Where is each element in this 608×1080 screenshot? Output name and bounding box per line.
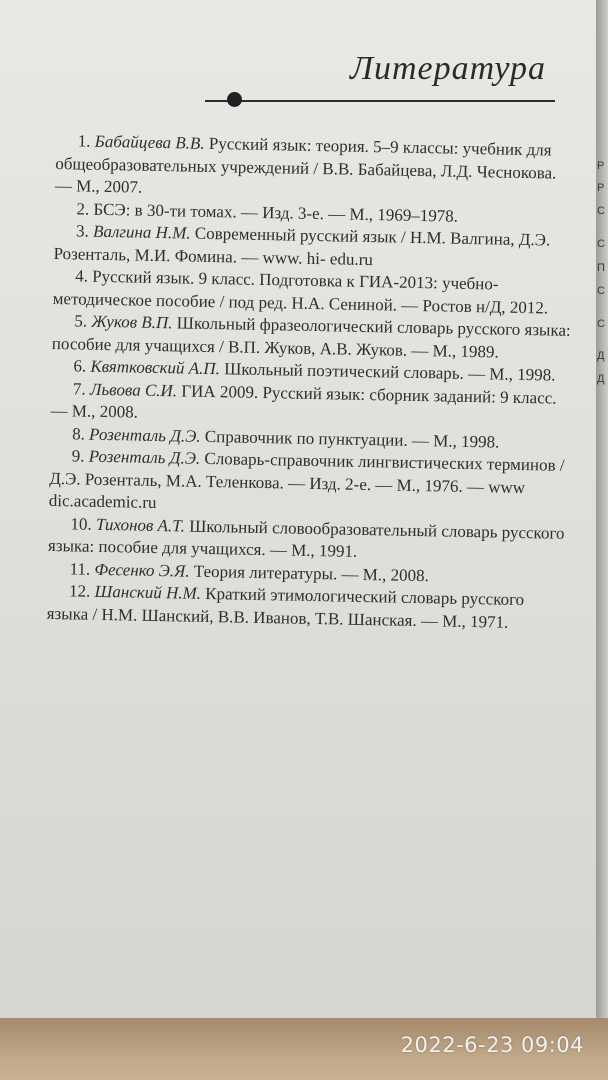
entry-author: Тихонов А.Т.	[95, 514, 186, 536]
adjacent-page-letter: Д	[597, 373, 605, 385]
entry-text: Школьный фразеологический словарь русского языка: пособие для учащихся / В.П. Жуков, А.В. Жуков. — М., 1989.	[51, 313, 571, 362]
adjacent-page-edge	[596, 0, 608, 1030]
bibliography-entry: 4. Русский язык. 9 класс. Подготовка к ГИА-2013: учебно-методическое пособие / под ред. Н.А. Сениной. — Ростов н/Д, 2012.	[52, 266, 549, 317]
entry-author: Фесенко Э.Я.	[94, 559, 190, 581]
adjacent-page-letter: С	[597, 238, 605, 250]
bibliography-list	[46, 130, 575, 635]
heading-rule	[205, 100, 555, 102]
bibliography-entry: 8. Розенталь Д.Э. Справочник по пунктуации. — М., 1998.	[71, 423, 500, 452]
adjacent-page-letter: Р	[597, 160, 605, 172]
entry-text: Краткий этимологический словарь русского языка / Н.М. Шанский, В.В. Иванов, Т.В. Шанская. — М., 1971.	[46, 583, 525, 632]
adjacent-page-letter: Д	[597, 350, 605, 362]
bibliography-entry: 1. Бабайцева В.В. Русский язык: теория. 5–9 классы: учебник для общеобразовательных учреждений / В.В. Бабайцева, Л.Д. Чеснокова. — М., 2007.	[54, 131, 557, 197]
bibliography-entry: 12. Шанский Н.М. Краткий этимологический словарь русского языка / Н.М. Шанский, В.В. Иванов, Т.В. Шанская. — М., 1971.	[46, 581, 525, 632]
bibliography-entry: 9. Розенталь Д.Э. Словарь-справочник лингвистических терминов / Д.Э. Розенталь, М.А. Теленкова. — Изд. 2-е. — М., 1976. — www dic.academic.ru	[48, 446, 565, 512]
entry-text: Школьный поэтический словарь. — М., 1998.	[224, 359, 556, 385]
entry-text: Современный русский язык / Н.М. Валгина, Д.Э. Розенталь, М.И. Фомина. — www. hi- edu.ru	[53, 223, 551, 269]
bibliography-entry: 10. Тихонов А.Т. Школьный словообразовательный словарь русского языка: пособие для учащихся. — М., 1991.	[47, 513, 565, 561]
entry-text: ГИА 2009. Русский язык: сборник заданий: 9 класс. — М., 2008.	[50, 380, 557, 422]
adjacent-page-letter: Р	[597, 182, 605, 194]
entry-text: БСЭ: в 30-ти томах. — Изд. 3-е. — М., 1969–1978.	[93, 199, 459, 226]
bibliography-entry: 5. Жуков В.П. Школьный фразеологический словарь русского языка: пособие для учащихся / В.П. Жуков, А.В. Жуков. — М., 1989.	[51, 311, 571, 362]
bibliography-entry: 6. Квятковский А.П. Школьный поэтический словарь. — М., 1998.	[73, 356, 556, 385]
adjacent-page-letter: С	[597, 318, 605, 330]
entry-text: Школьный словообразовательный словарь русского языка: пособие для учащихся. — М., 1991.	[47, 516, 565, 561]
entry-author: Шанский Н.М.	[94, 581, 202, 603]
bibliography-entry: 11. Фесенко Э.Я. Теория литературы. — М., 2008.	[69, 558, 430, 585]
entry-author: Валгина Н.М.	[92, 221, 191, 243]
photo-timestamp: 2022-6-23 09:04	[400, 1033, 584, 1057]
entry-author: Жуков В.П.	[91, 311, 173, 333]
heading-rule-dot	[227, 92, 242, 107]
entry-text: Русский язык. 9 класс. Подготовка к ГИА-2013: учебно-методическое пособие / под ред. Н.А. Сениной. — Ростов н/Д, 2012.	[52, 266, 549, 317]
entry-text: Словарь-справочник лингвистических терминов / Д.Э. Розенталь, М.А. Теленкова. — Изд. 2-е. — М., 1976. — www dic.academic.ru	[48, 448, 565, 512]
bibliography-entry: 7. Львова С.И. ГИА 2009. Русский язык: сборник заданий: 9 класс. — М., 2008.	[50, 378, 557, 422]
entry-text: Теория литературы. — М., 2008.	[193, 561, 430, 585]
adjacent-page-letter: П	[597, 262, 605, 274]
bibliography-entry: 2. БСЭ: в 30-ти томах. — Изд. 3-е. — М., 1969–1978.	[76, 198, 459, 226]
adjacent-page-letter: С	[597, 285, 605, 297]
bibliography-entry: 3. Валгина Н.М. Современный русский язык / Н.М. Валгина, Д.Э. Розенталь, М.И. Фомина. — www. hi- edu.ru	[53, 221, 551, 269]
entry-author: Розенталь Д.Э.	[88, 446, 201, 468]
entry-author: Львова С.И.	[89, 379, 178, 400]
entry-text: Справочник по пунктуации. — М., 1998.	[204, 426, 500, 452]
page-heading: Литература	[349, 50, 546, 87]
adjacent-page-letter: С	[597, 205, 605, 217]
entry-author: Розенталь Д.Э.	[88, 424, 201, 446]
entry-author: Бабайцева В.В.	[94, 131, 205, 153]
entry-author: Квятковский А.П.	[90, 356, 221, 379]
entry-text: Русский язык: теория. 5–9 классы: учебник для общеобразовательных учреждений / В.В. Бабайцева, Л.Д. Чеснокова. — М., 2007.	[54, 133, 557, 197]
